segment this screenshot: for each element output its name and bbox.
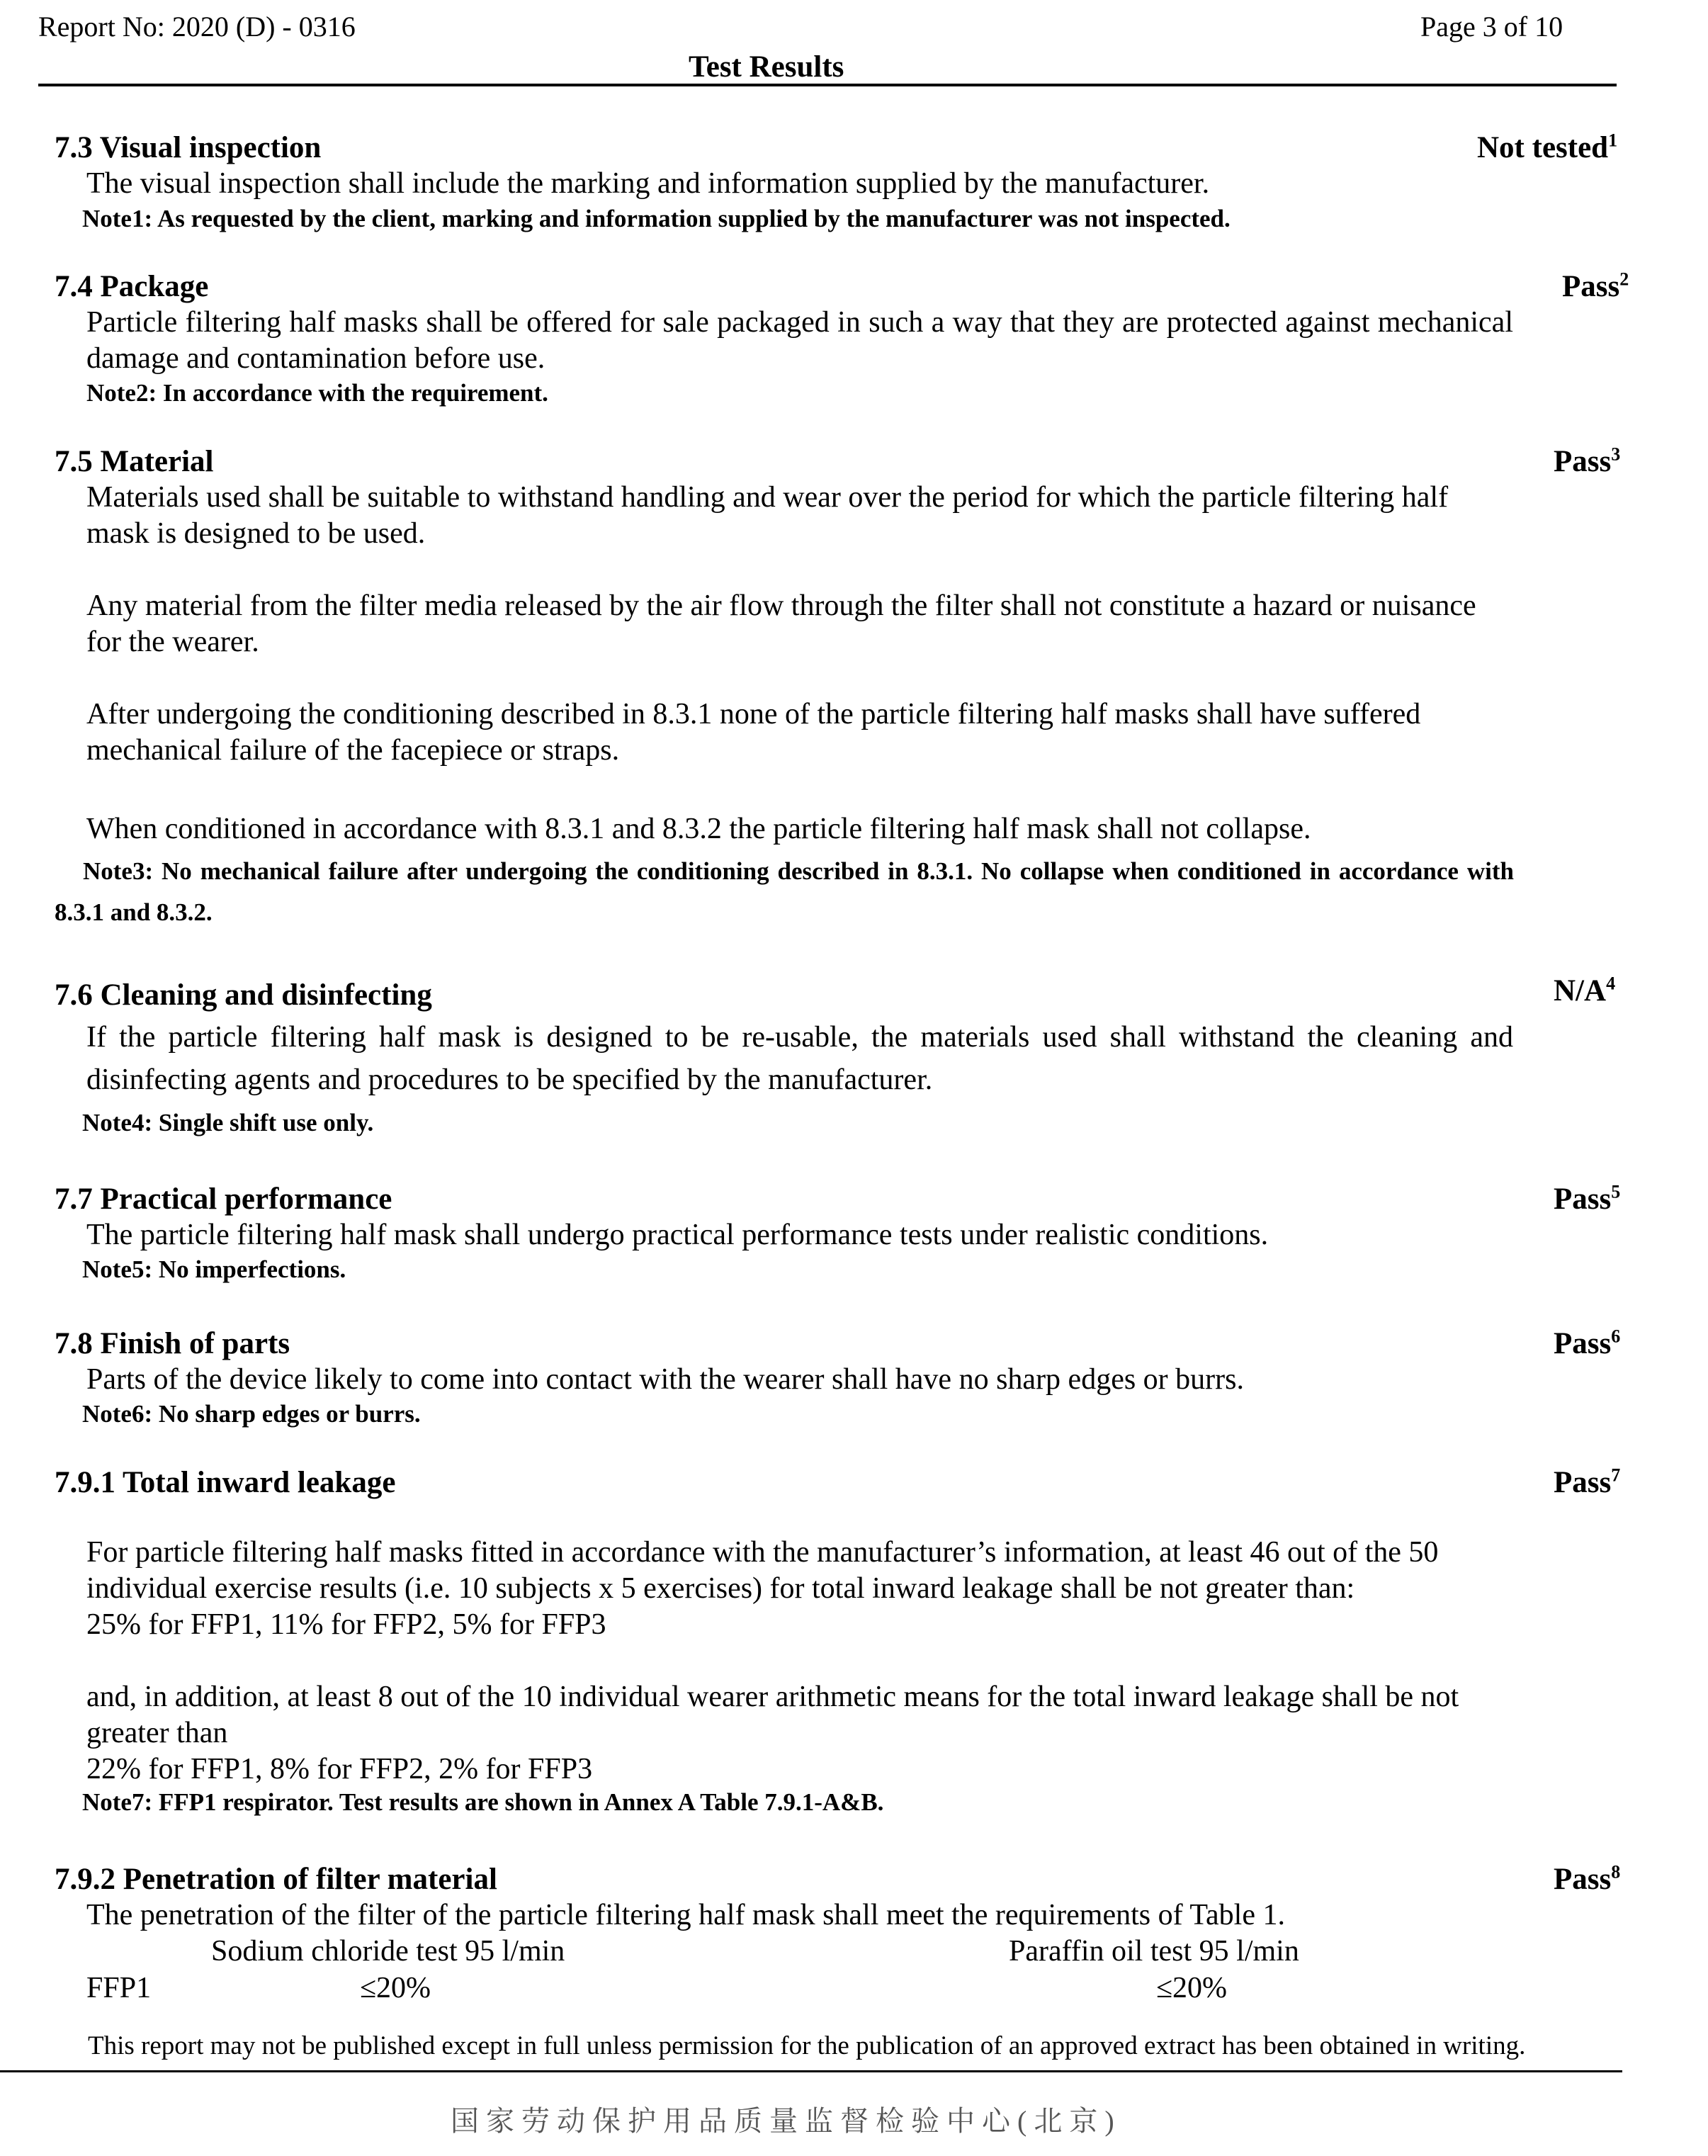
section-7-7-text: The particle filtering half mask shall undergo practical performance tests under realistic conditions. xyxy=(86,1219,1269,1251)
result-7-3: Not tested$^1$ xyxy=(1477,130,1618,164)
result-7-9-2: Pass$^8$ xyxy=(1554,1861,1621,1896)
result-7-9-1: Pass$^7$ xyxy=(1554,1464,1621,1499)
section-7-8-text: Parts of the device likely to come into contact with the wearer shall have no sharp edges or burrs. xyxy=(86,1363,1244,1396)
note-7-8: Note6: No sharp edges or burrs. xyxy=(82,1400,421,1428)
section-title-7-8: 7.8 Finish of parts xyxy=(55,1327,290,1360)
section-title-7-3: 7.3 Visual inspection xyxy=(55,131,322,164)
note-7-7: Note5: No imperfections. xyxy=(82,1255,346,1283)
section-title-7-7: 7.7 Practical performance xyxy=(55,1183,392,1216)
section-7-5-para-1: Materials used shall be suitable to withstand handling and wear over the period for which the particle filtering half mask is designed to be used. xyxy=(86,481,1449,550)
section-title-7-9-2: 7.9.2 Penetration of filter material xyxy=(55,1863,497,1896)
result-7-7: Pass$^5$ xyxy=(1554,1181,1621,1216)
section-7-9-1-para-2: 25% for FFP1, 11% for FFP2, 5% for FFP3 xyxy=(86,1608,606,1641)
report-number: Report No: 2020 (D) - 0316 xyxy=(38,11,356,43)
section-7-9-2-text: The penetration of the filter of the particle filtering half mask shall meet the requirements of Table 1. xyxy=(86,1899,1285,1931)
section-title-7-6: 7.6 Cleaning and disinfecting xyxy=(55,978,432,1012)
section-7-3-text: The visual inspection shall include the marking and information supplied by the manufacturer. xyxy=(86,167,1210,200)
section-7-9-1-para-4: 22% for FFP1, 8% for FFP2, 2% for FFP3 xyxy=(86,1753,593,1785)
section-7-5-para-2: Any material from the filter media released by the air flow through the filter shall not constitute a hazard or nuisance for the wearer. xyxy=(86,589,1476,658)
section-title-7-4: 7.4 Package xyxy=(55,270,209,303)
note-7-6: Note4: Single shift use only. xyxy=(82,1109,374,1136)
header-rule xyxy=(38,84,1617,86)
footer-seal-text: 国家劳动保护用品质量监督检验中心(北京) xyxy=(451,2105,1121,2137)
note-7-3: Note1: As requested by the client, marking and information supplied by the manufacturer was not inspected. xyxy=(82,205,1231,232)
page-title: Test Results xyxy=(689,50,844,84)
table-cell-sodium-chloride: ≤20% xyxy=(360,1972,431,2004)
section-title-7-9-1: 7.9.1 Total inward leakage xyxy=(55,1466,396,1499)
result-7-4: Pass$^2$ xyxy=(1562,269,1629,303)
section-7-5-para-4: When conditioned in accordance with 8.3.1 and 8.3.2 the particle filtering half mask shall not collapse. xyxy=(86,813,1311,845)
note-7-5: Note3: No mechanical failure after undergoing the conditioning described in 8.3.1. No collapse when conditioned in accordance with 8.3.1 and 8.3.2. xyxy=(55,857,1514,926)
footer-rule xyxy=(0,2070,1622,2072)
table-row-class: FFP1 xyxy=(86,1972,152,2004)
result-7-6: $N/A^4$ xyxy=(1554,973,1616,1008)
table-header-paraffin-oil: Paraffin oil test 95 l/min xyxy=(1009,1935,1299,1968)
table-cell-paraffin-oil: ≤20% xyxy=(1156,1972,1228,2004)
section-7-4-text: Particle filtering half masks shall be offered for sale packaged in such a way that they are protected against mechanical damage and contamination before use. xyxy=(86,306,1513,375)
footer-notice: This report may not be published except in full unless permission for the publication of an approved extract has been obtained in writing. xyxy=(88,2031,1526,2060)
note-7-9-1: Note7: FFP1 respirator. Test results are shown in Annex A Table 7.9.1-A&B. xyxy=(82,1788,884,1816)
table-header-sodium-chloride: Sodium chloride test 95 l/min xyxy=(211,1935,565,1968)
section-title-7-5: 7.5 Material xyxy=(55,445,214,478)
result-7-8: Pass$^6$ xyxy=(1554,1326,1621,1360)
note-7-4: Note2: In accordance with the requirement. xyxy=(86,379,548,407)
section-7-9-1-para-1: For particle filtering half masks fitted in accordance with the manufacturer’s information, at least 46 out of the 50 individual exercise results (i.e. 10 subjects x 5 exercises) for total inward leakage shall be not greater than: xyxy=(86,1536,1439,1605)
section-7-9-1-para-3: and, in addition, at least 8 out of the 10 individual wearer arithmetic means for the total inward leakage shall be not greater than xyxy=(86,1681,1459,1749)
section-7-5-para-3: After undergoing the conditioning described in 8.3.1 none of the particle filtering half masks shall have suffered mechanical failure of the facepiece or straps. xyxy=(86,698,1421,767)
page-number: Page 3 of 10 xyxy=(1420,11,1563,43)
section-7-6-text: If the particle filtering half mask is designed to be re-usable, the materials used shall withstand the cleaning and disinfecting agents and procedures to be specified by the manufacturer. xyxy=(86,1021,1513,1096)
result-7-5: Pass$^3$ xyxy=(1554,444,1621,478)
